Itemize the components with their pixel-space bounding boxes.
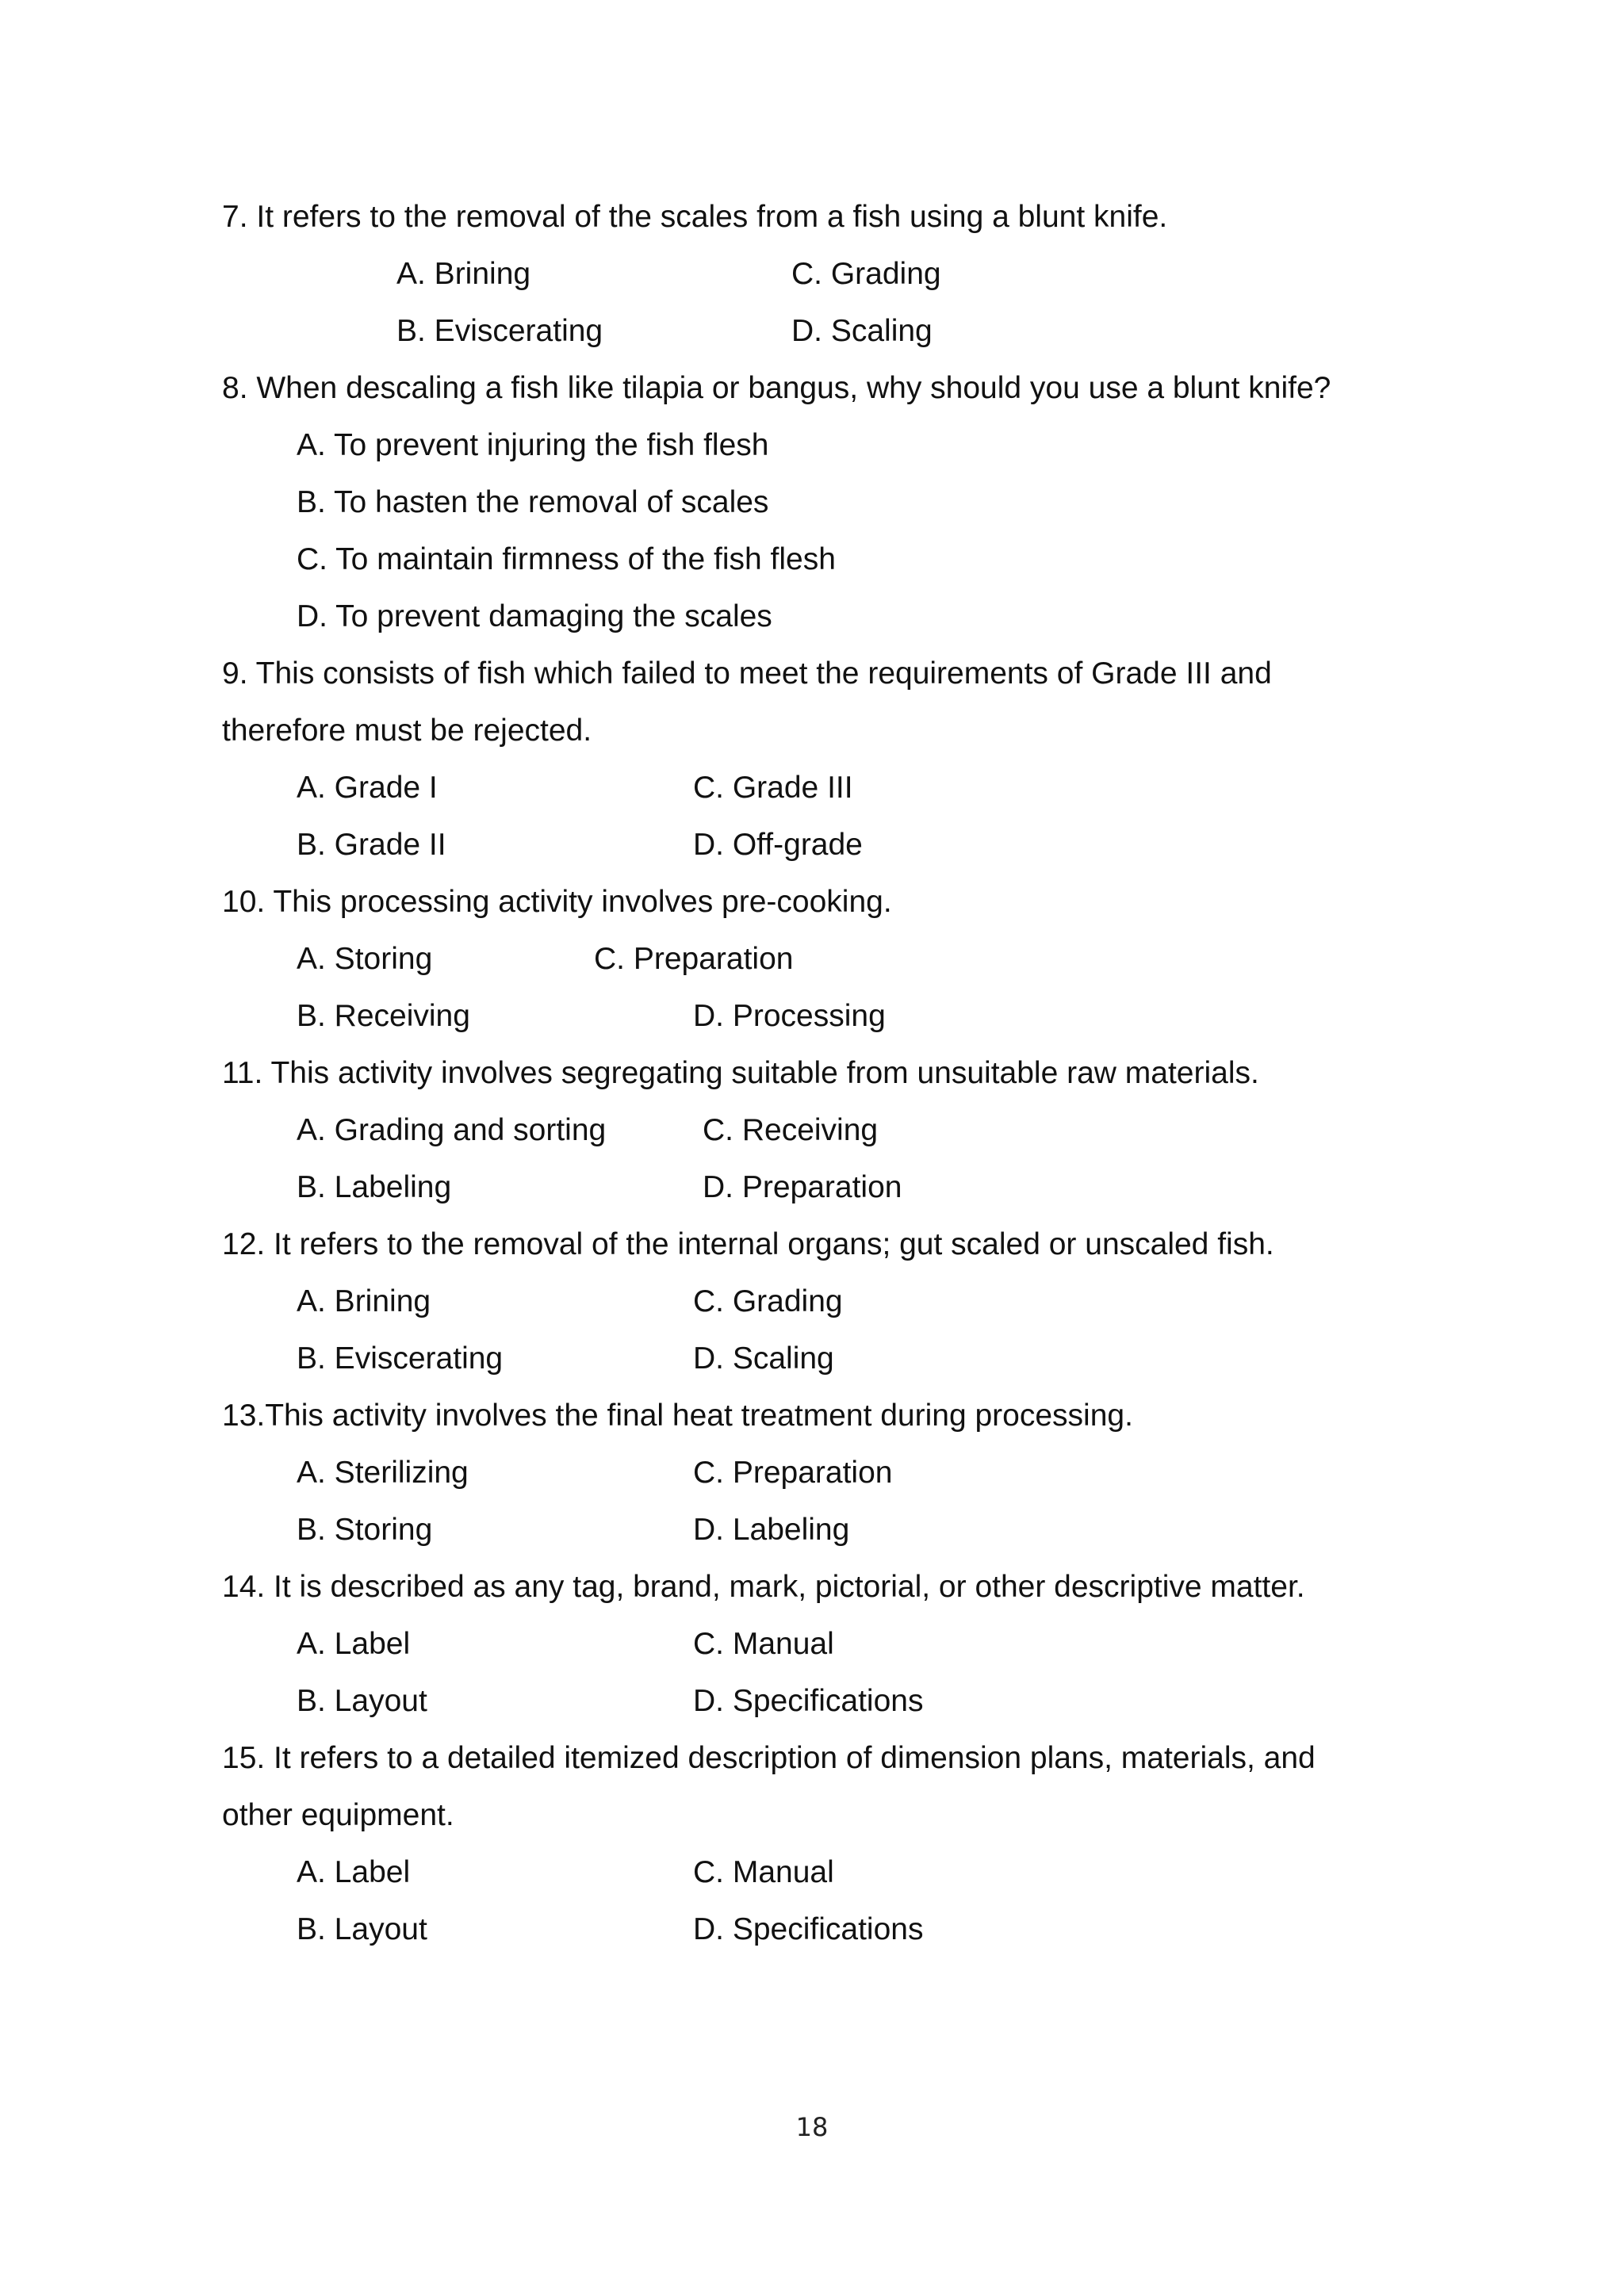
question-14-option-a: A. Label <box>297 1627 411 1661</box>
question-14-option-d: D. Specifications <box>693 1684 924 1718</box>
question-11-option-a: A. Grading and sorting <box>297 1113 607 1147</box>
question-11-option-d: D. Preparation <box>703 1170 902 1204</box>
question-15-stem-line-1: 15. It refers to a detailed itemized description of dimension plans, materials, and <box>222 1741 1316 1775</box>
question-10-option-b: B. Receiving <box>297 999 470 1033</box>
question-8-stem: 8. When descaling a fish like tilapia or bangus, why should you use a blunt knife? <box>222 371 1331 405</box>
question-7-option-c: C. Grading <box>791 257 941 291</box>
question-15-option-d: D. Specifications <box>693 1912 924 1946</box>
question-9-option-c: C. Grade III <box>693 771 853 805</box>
question-9-stem-line-2: therefore must be rejected. <box>222 714 592 748</box>
question-12-option-a: A. Brining <box>297 1284 431 1318</box>
question-15-option-b: B. Layout <box>297 1912 427 1946</box>
question-13-stem: 13.This activity involves the final heat treatment during processing. <box>222 1399 1133 1433</box>
question-11-stem: 11. This activity involves segregating suitable from unsuitable raw materials. <box>222 1056 1259 1090</box>
question-8-option-a: A. To prevent injuring the fish flesh <box>297 428 769 462</box>
question-10-option-a: A. Storing <box>297 942 433 976</box>
question-14-option-c: C. Manual <box>693 1627 834 1661</box>
question-15-stem-line-2: other equipment. <box>222 1798 454 1832</box>
question-13-option-b: B. Storing <box>297 1513 433 1547</box>
question-8-option-d: D. To prevent damaging the scales <box>297 599 772 633</box>
question-11-option-c: C. Receiving <box>703 1113 879 1147</box>
question-15-option-a: A. Label <box>297 1855 411 1889</box>
question-12-option-b: B. Eviscerating <box>297 1341 504 1376</box>
question-10-option-d: D. Processing <box>693 999 886 1033</box>
question-12-option-d: D. Scaling <box>693 1341 834 1376</box>
question-11-option-b: B. Labeling <box>297 1170 452 1204</box>
question-7-option-d: D. Scaling <box>791 314 933 348</box>
question-14-option-b: B. Layout <box>297 1684 427 1718</box>
question-8-option-c: C. To maintain firmness of the fish flesh <box>297 542 836 576</box>
question-7-option-a: A. Brining <box>396 257 531 291</box>
question-10-stem: 10. This processing activity involves pre-cooking. <box>222 885 892 919</box>
question-9-stem-line-1: 9. This consists of fish which failed to meet the requirements of Grade III and <box>222 656 1272 691</box>
question-7-stem: 7. It refers to the removal of the scales from a fish using a blunt knife. <box>222 200 1168 234</box>
question-14-stem: 14. It is described as any tag, brand, mark, pictorial, or other descriptive matter. <box>222 1570 1305 1604</box>
question-8-option-b: B. To hasten the removal of scales <box>297 485 769 519</box>
question-9-option-b: B. Grade II <box>297 828 446 862</box>
question-12-stem: 12. It refers to the removal of the internal organs; gut scaled or unscaled fish. <box>222 1227 1274 1261</box>
question-13-option-c: C. Preparation <box>693 1456 893 1490</box>
question-13-option-a: A. Sterilizing <box>297 1456 469 1490</box>
page-number: 18 <box>795 2112 829 2142</box>
question-12-option-c: C. Grading <box>693 1284 843 1318</box>
question-7-option-b: B. Eviscerating <box>396 314 603 348</box>
question-9-option-d: D. Off-grade <box>693 828 863 862</box>
question-9-option-a: A. Grade I <box>297 771 438 805</box>
question-13-option-d: D. Labeling <box>693 1513 850 1547</box>
question-15-option-c: C. Manual <box>693 1855 834 1889</box>
question-10-option-c: C. Preparation <box>594 942 794 976</box>
